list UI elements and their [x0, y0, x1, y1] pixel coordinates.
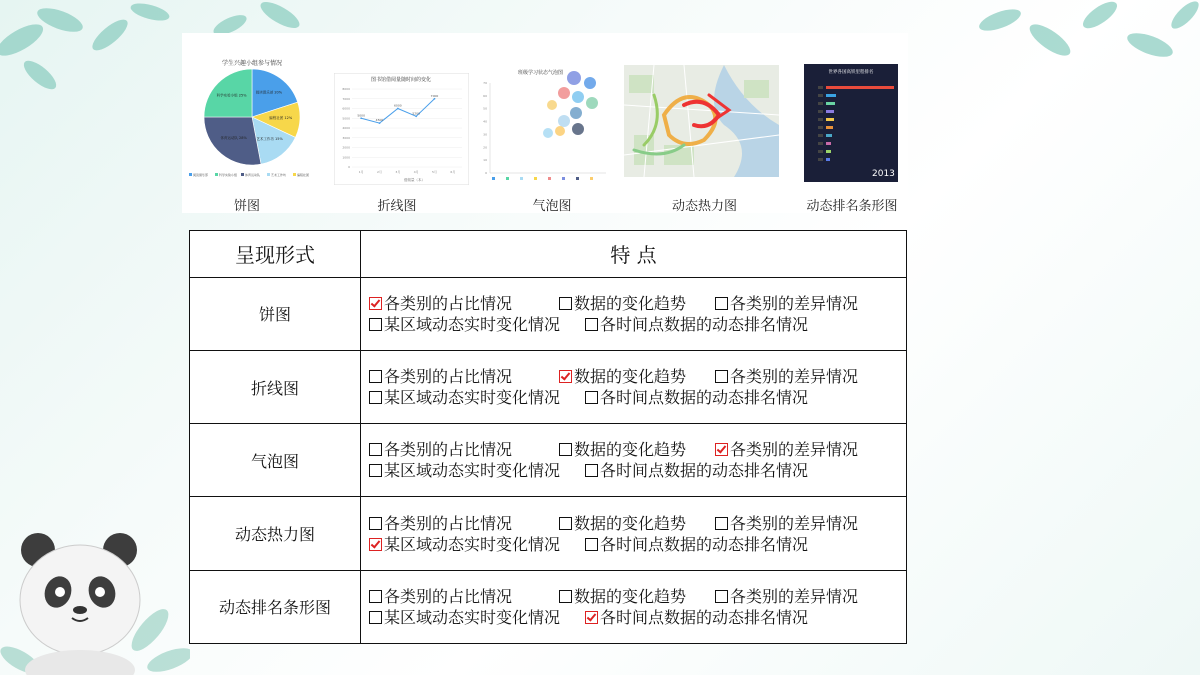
checkbox-checked[interactable] — [715, 443, 728, 456]
feature-option[interactable] — [369, 387, 585, 408]
line-title: 图书馆借阅量随时间的变化 — [370, 77, 432, 83]
feature-option[interactable] — [559, 513, 715, 534]
race-bar — [826, 118, 834, 121]
feature-option[interactable] — [715, 366, 858, 387]
feature-option[interactable] — [369, 293, 559, 314]
caption-heatmap: 动态热力图 — [671, 199, 737, 214]
race-year: 2013 — [872, 169, 895, 179]
feature-option-label: 各类别的占比情况 — [384, 367, 513, 387]
feature-option[interactable] — [585, 387, 808, 408]
x-tick-label: 5月 — [432, 170, 437, 174]
caption-bar-race: 动态排名条形图 — [806, 199, 898, 214]
y-tick-label: 6000 — [342, 106, 350, 111]
line-data-label: 6000 — [394, 103, 402, 108]
checkbox-unchecked[interactable] — [715, 297, 728, 310]
y-tick-label: 30 — [483, 132, 487, 137]
legend-swatch — [520, 177, 523, 180]
race-bar — [826, 142, 831, 145]
legend-swatch — [534, 177, 537, 180]
bar-label-block — [818, 150, 823, 153]
feature-option[interactable] — [369, 439, 559, 460]
line-chart-thumbnail — [334, 73, 469, 185]
pie-legend-item: 科学实验小组 — [219, 173, 238, 177]
feature-option[interactable] — [715, 293, 858, 314]
feature-option-label: 某区域动态实时变化情况 — [384, 388, 561, 408]
feature-option-label: 各类别的差异情况 — [730, 293, 859, 313]
race-bar — [826, 150, 831, 153]
bubble — [558, 87, 570, 99]
row-feature-options — [361, 497, 907, 570]
feature-option-label: 各类别的占比情况 — [384, 293, 513, 313]
bubble — [543, 128, 553, 138]
feature-option-label: 数据的变化趋势 — [574, 440, 687, 460]
bar-label-block — [818, 142, 823, 145]
y-tick-label: 2000 — [342, 145, 350, 150]
race-bar — [826, 134, 832, 137]
line-legend: 借阅量（本） — [404, 178, 425, 182]
line-point — [397, 108, 399, 110]
y-tick-label: 7000 — [342, 96, 350, 101]
x-tick-label: 3月 — [395, 170, 401, 174]
checkbox-unchecked[interactable] — [585, 464, 598, 477]
legend-swatch — [189, 173, 192, 176]
row-feature-options — [361, 570, 907, 643]
bubble — [547, 100, 557, 110]
table-row — [190, 570, 907, 643]
race-bar — [826, 110, 834, 113]
y-tick-label: 50 — [483, 106, 487, 111]
race-bar — [826, 94, 836, 97]
pie-legend-item: 编程社团 — [297, 173, 310, 177]
bubble — [586, 97, 598, 109]
y-tick-label: 60 — [483, 93, 487, 98]
bubble — [555, 126, 565, 136]
bubble — [572, 91, 584, 103]
x-tick-label: 4月 — [413, 170, 419, 174]
line-point — [360, 117, 362, 119]
bar-label-block — [818, 86, 823, 89]
checkbox-unchecked[interactable] — [369, 517, 382, 530]
y-tick-label: 0 — [348, 165, 350, 169]
table-header-row — [190, 231, 907, 278]
pie-title: 学生兴趣小组参与情况 — [221, 60, 283, 67]
legend-swatch — [241, 173, 244, 176]
legend-swatch — [548, 177, 551, 180]
checkbox-unchecked[interactable] — [369, 318, 382, 331]
line-point — [415, 115, 417, 117]
feature-option-label: 某区域动态实时变化情况 — [384, 314, 561, 334]
pie-slice-label: 科学实验小组 25% — [216, 93, 247, 98]
row-chart-type: 饼图 — [190, 277, 361, 350]
heatmap-thumbnail — [624, 65, 779, 177]
feature-option-label: 各类别的占比情况 — [384, 440, 513, 460]
y-tick-label: 0 — [485, 171, 487, 175]
checkbox-unchecked[interactable] — [369, 590, 382, 603]
feature-option-label: 各时间点数据的动态排名情况 — [600, 607, 809, 627]
feature-option[interactable] — [369, 366, 559, 387]
caption-pie: 饼图 — [233, 199, 260, 214]
table-row — [190, 277, 907, 350]
y-tick-label: 1000 — [342, 155, 350, 160]
row-chart-type: 动态热力图 — [190, 497, 361, 570]
caption-bubble: 气泡图 — [532, 199, 572, 214]
feature-option-label: 各类别的占比情况 — [384, 513, 513, 533]
table-row — [190, 497, 907, 570]
pie-slice-label: 编程社团 12% — [269, 115, 293, 120]
feature-option[interactable] — [369, 513, 559, 534]
checkbox-checked[interactable] — [559, 370, 572, 383]
x-tick-label: 1月 — [358, 170, 364, 174]
feature-option[interactable] — [369, 534, 585, 555]
line-point — [379, 122, 381, 124]
feature-option-label: 各类别的占比情况 — [384, 586, 513, 606]
pie-legend-item: 体育运动队 — [245, 173, 261, 177]
race-bar — [826, 126, 833, 129]
line-data-label: 7000 — [430, 93, 439, 98]
feature-option-label: 各类别的差异情况 — [730, 367, 859, 387]
feature-option-label: 某区域动态实时变化情况 — [384, 461, 561, 481]
checkbox-unchecked[interactable] — [559, 517, 572, 530]
checkbox-unchecked[interactable] — [559, 297, 572, 310]
feature-option-label: 数据的变化趋势 — [574, 293, 687, 313]
feature-option[interactable] — [559, 439, 715, 460]
feature-option[interactable] — [585, 460, 808, 481]
pie-slice-label: 体育运动队 28% — [220, 136, 247, 141]
line-point — [434, 98, 436, 100]
bubble-chart-thumbnail — [478, 63, 608, 185]
checkbox-unchecked[interactable] — [369, 443, 382, 456]
bubble — [570, 107, 582, 119]
feature-option-label: 各时间点数据的动态排名情况 — [600, 461, 809, 481]
y-tick-label: 3000 — [342, 135, 350, 140]
bar-label-block — [818, 134, 823, 137]
feature-option-label: 数据的变化趋势 — [574, 367, 687, 387]
checkbox-unchecked[interactable] — [585, 538, 598, 551]
feature-option[interactable] — [559, 366, 715, 387]
checkbox-unchecked[interactable] — [369, 611, 382, 624]
feature-option-label: 某区域动态实时变化情况 — [384, 534, 561, 554]
legend-swatch — [293, 173, 296, 176]
row-feature-options — [361, 350, 907, 423]
checkbox-unchecked[interactable] — [369, 391, 382, 404]
pie-chart-thumbnail — [187, 55, 317, 185]
legend-swatch — [576, 177, 579, 180]
bar-label-block — [818, 94, 823, 97]
race-bar — [826, 102, 835, 105]
header-feature: 特 点 — [361, 231, 907, 278]
feature-option[interactable] — [369, 586, 559, 607]
row-feature-options — [361, 424, 907, 497]
leaf-decoration-top-right — [960, 0, 1200, 90]
feature-option-label: 各时间点数据的动态排名情况 — [600, 314, 809, 334]
feature-option[interactable] — [715, 439, 858, 460]
checkbox-unchecked[interactable] — [585, 391, 598, 404]
feature-option-label: 各时间点数据的动态排名情况 — [600, 388, 809, 408]
y-tick-label: 20 — [483, 145, 487, 150]
feature-option[interactable] — [585, 607, 808, 628]
feature-option-label: 各时间点数据的动态排名情况 — [600, 534, 809, 554]
legend-swatch — [590, 177, 593, 180]
pie-legend-item: 阅读俱乐部 — [193, 173, 209, 177]
race-bar — [826, 158, 830, 161]
row-chart-type: 气泡图 — [190, 424, 361, 497]
feature-option-label: 各类别的差异情况 — [730, 513, 859, 533]
feature-option[interactable] — [369, 460, 585, 481]
x-tick-label: 6月 — [450, 170, 456, 174]
x-tick-label: 2月 — [377, 170, 382, 174]
checkbox-unchecked[interactable] — [369, 464, 382, 477]
pie-slice-label: 艺术工作坊 15% — [256, 136, 283, 141]
header-form: 呈现形式 — [190, 231, 361, 278]
pie-legend-item: 艺术工作坊 — [271, 173, 287, 177]
checkbox-checked[interactable] — [369, 297, 382, 310]
bar-label-block — [818, 158, 823, 161]
checkbox-unchecked[interactable] — [715, 370, 728, 383]
feature-option[interactable] — [585, 314, 808, 335]
legend-swatch — [215, 173, 218, 176]
bubble-title: 班级学习状态气泡图 — [518, 70, 564, 76]
feature-option[interactable] — [559, 586, 715, 607]
row-chart-type: 动态排名条形图 — [190, 570, 361, 643]
feature-option[interactable] — [715, 513, 858, 534]
y-tick-label: 40 — [483, 119, 487, 124]
line-data-label: 5200 — [412, 111, 420, 116]
feature-option[interactable] — [585, 534, 808, 555]
feature-option-label: 各类别的差异情况 — [730, 586, 859, 606]
checkbox-unchecked[interactable] — [559, 443, 572, 456]
table-row — [190, 350, 907, 423]
y-tick-label: 8000 — [342, 87, 350, 91]
race-bar — [826, 86, 894, 89]
feature-option-label: 某区域动态实时变化情况 — [384, 607, 561, 627]
checkbox-checked[interactable] — [369, 538, 382, 551]
legend-swatch — [267, 173, 270, 176]
feature-option[interactable] — [715, 586, 858, 607]
feature-option[interactable] — [369, 607, 585, 628]
bar-label-block — [818, 102, 823, 105]
bubble — [584, 77, 596, 89]
checkbox-unchecked[interactable] — [559, 590, 572, 603]
pie-slice-label: 阅读俱乐部 20% — [255, 90, 283, 95]
checkbox-unchecked[interactable] — [585, 318, 598, 331]
feature-option-label: 数据的变化趋势 — [574, 513, 687, 533]
y-tick-label: 10 — [483, 158, 487, 163]
legend-swatch — [506, 177, 509, 180]
race-title: 世界各国高铁里程排名 — [828, 70, 874, 75]
caption-line: 折线图 — [377, 199, 417, 214]
bubble — [572, 123, 584, 135]
panda-illustration — [0, 520, 190, 675]
row-chart-type: 折线图 — [190, 350, 361, 423]
legend-swatch — [562, 177, 565, 180]
line-data-label: 4500 — [375, 118, 384, 123]
table-row — [190, 424, 907, 497]
bubble — [558, 115, 570, 127]
y-tick-label: 4000 — [342, 126, 350, 130]
y-tick-label: 70 — [483, 81, 487, 85]
checkbox-unchecked[interactable] — [369, 370, 382, 383]
bubble — [567, 71, 581, 85]
feature-option-label: 数据的变化趋势 — [574, 586, 687, 606]
feature-option[interactable] — [369, 314, 585, 335]
bar-race-thumbnail — [804, 64, 898, 182]
checkbox-checked[interactable] — [585, 611, 598, 624]
chart-feature-table — [189, 230, 907, 644]
chart-examples-panel — [182, 33, 908, 213]
checkbox-unchecked[interactable] — [715, 517, 728, 530]
bar-label-block — [818, 110, 823, 113]
row-feature-options — [361, 277, 907, 350]
checkbox-unchecked[interactable] — [715, 590, 728, 603]
pie-slice — [204, 117, 261, 165]
bar-label-block — [818, 118, 823, 121]
y-tick-label: 5000 — [342, 116, 350, 121]
line-data-label: 5000 — [357, 113, 365, 118]
feature-option[interactable] — [559, 293, 715, 314]
bar-label-block — [818, 126, 823, 129]
legend-swatch — [492, 177, 495, 180]
feature-option-label: 各类别的差异情况 — [730, 440, 859, 460]
